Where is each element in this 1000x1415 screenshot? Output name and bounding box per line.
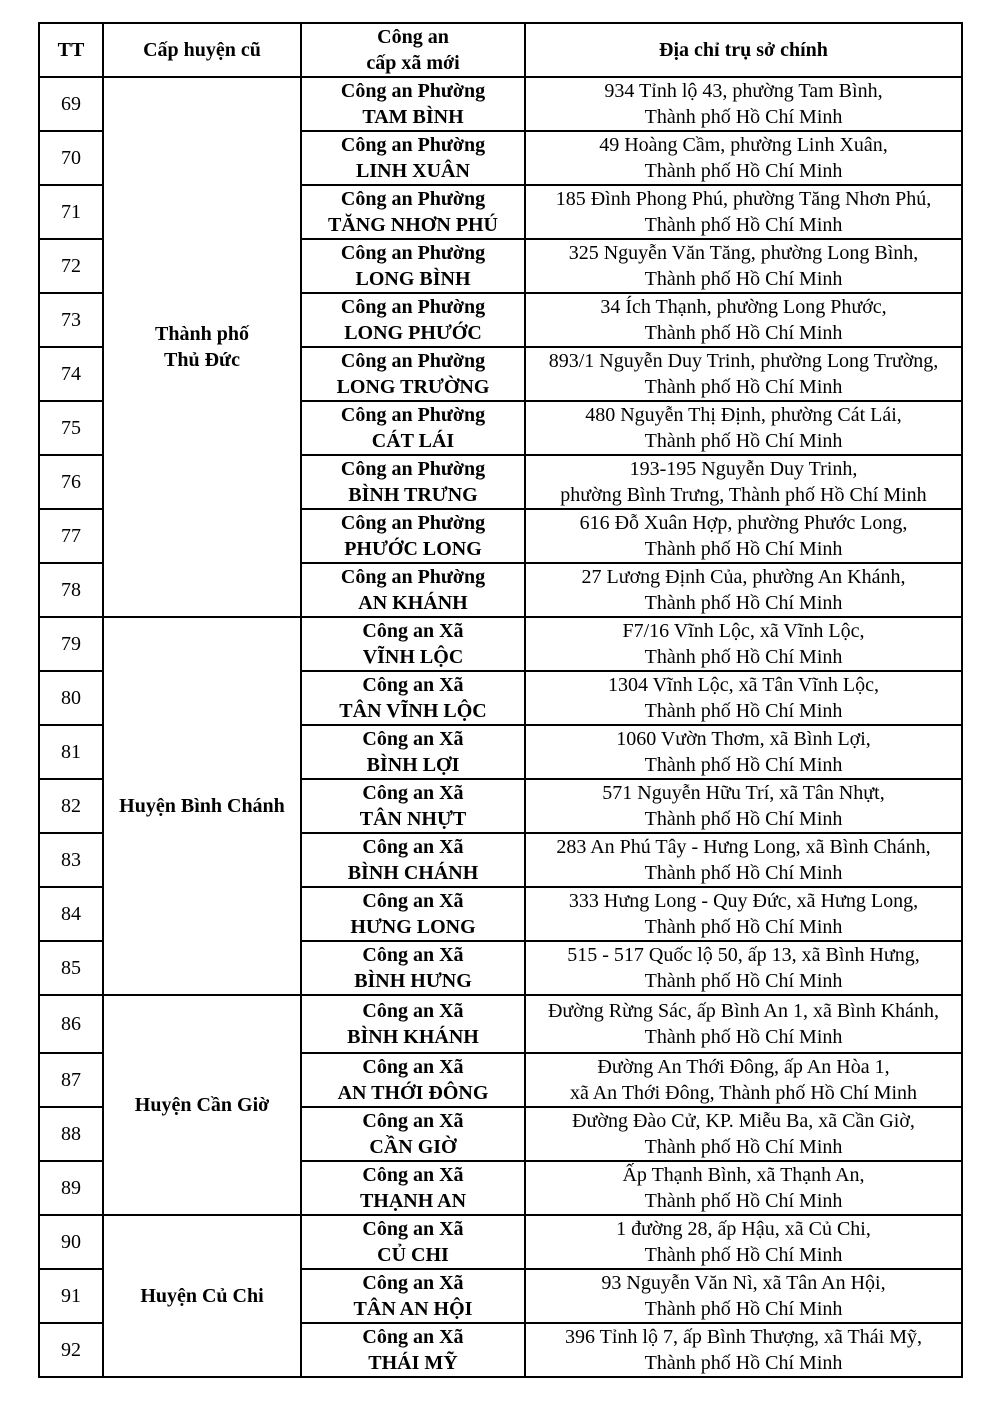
unit-cell xyxy=(301,77,525,131)
address-line2: Thành phố Hồ Chí Minh xyxy=(644,430,843,452)
address-line2: Thành phố Hồ Chí Minh xyxy=(644,592,843,614)
address-line2: Thành phố Hồ Chí Minh xyxy=(644,1244,843,1266)
row-number: 76 xyxy=(39,455,103,509)
unit-type: Công an Xã xyxy=(362,1056,464,1078)
address-line1: 934 Tỉnh lộ 43, phường Tam Bình, xyxy=(604,80,883,102)
police-address-table xyxy=(38,22,963,1378)
unit-type: Công an Phường xyxy=(340,350,486,372)
unit-type: Công an Phường xyxy=(340,134,486,156)
unit-type: Công an Xã xyxy=(362,728,464,750)
row-number: 89 xyxy=(39,1161,103,1215)
unit-cell xyxy=(301,239,525,293)
unit-cell xyxy=(301,1215,525,1269)
district-name-line1: Huyện Củ Chi xyxy=(140,1285,264,1307)
address-cell xyxy=(525,887,962,941)
address-cell xyxy=(525,563,962,617)
address-cell xyxy=(525,509,962,563)
address-line1: Đường Đào Cử, KP. Miễu Ba, xã Cần Giờ, xyxy=(572,1110,915,1132)
header-district: Cấp huyện cũ xyxy=(103,23,301,77)
address-line1: Đường An Thới Đông, ấp An Hòa 1, xyxy=(597,1056,890,1078)
unit-cell xyxy=(301,455,525,509)
unit-name: CỦ CHI xyxy=(377,1244,449,1266)
address-line2: Thành phố Hồ Chí Minh xyxy=(644,214,843,236)
address-line1: 27 Lương Định Của, phường An Khánh, xyxy=(581,566,906,588)
unit-name: BÌNH KHÁNH xyxy=(347,1026,479,1048)
unit-type: Công an Phường xyxy=(340,458,486,480)
unit-cell xyxy=(301,833,525,887)
address-line1: 1 đường 28, ấp Hậu, xã Củ Chi, xyxy=(616,1218,871,1240)
address-line1: 93 Nguyễn Văn Nì, xã Tân An Hội, xyxy=(601,1272,886,1294)
address-cell xyxy=(525,833,962,887)
unit-cell xyxy=(301,1053,525,1107)
unit-type: Công an Phường xyxy=(340,80,486,102)
unit-cell xyxy=(301,1269,525,1323)
address-cell xyxy=(525,77,962,131)
address-line1: 333 Hưng Long - Quy Đức, xã Hưng Long, xyxy=(568,890,919,912)
unit-cell xyxy=(301,995,525,1053)
address-cell xyxy=(525,1323,962,1377)
address-cell xyxy=(525,941,962,995)
unit-name: PHƯỚC LONG xyxy=(344,538,482,560)
address-line1: 1060 Vườn Thơm, xã Bình Lợi, xyxy=(616,728,871,750)
unit-name: THÁI MỸ xyxy=(368,1352,458,1374)
row-number: 75 xyxy=(39,401,103,455)
unit-cell xyxy=(301,1107,525,1161)
unit-type: Công an Xã xyxy=(362,944,464,966)
table-row xyxy=(39,77,962,131)
district-cell xyxy=(103,1215,301,1377)
unit-type: Công an Phường xyxy=(340,566,486,588)
unit-name: TAM BÌNH xyxy=(362,106,464,128)
address-cell xyxy=(525,1269,962,1323)
row-number: 92 xyxy=(39,1323,103,1377)
unit-type: Công an Phường xyxy=(340,296,486,318)
address-line1: 193-195 Nguyễn Duy Trinh, xyxy=(629,458,858,480)
unit-type: Công an Xã xyxy=(362,890,464,912)
row-number: 85 xyxy=(39,941,103,995)
address-line1: 616 Đỗ Xuân Hợp, phường Phước Long, xyxy=(579,512,908,534)
unit-type: Công an Xã xyxy=(362,1326,464,1348)
address-line2: Thành phố Hồ Chí Minh xyxy=(644,646,843,668)
address-line2: Thành phố Hồ Chí Minh xyxy=(644,970,843,992)
address-line2: Thành phố Hồ Chí Minh xyxy=(644,808,843,830)
address-cell xyxy=(525,995,962,1053)
table-row xyxy=(39,995,962,1053)
address-cell xyxy=(525,455,962,509)
row-number: 69 xyxy=(39,77,103,131)
address-cell xyxy=(525,1053,962,1107)
address-line2: Thành phố Hồ Chí Minh xyxy=(644,538,843,560)
unit-cell xyxy=(301,1323,525,1377)
row-number: 86 xyxy=(39,995,103,1053)
unit-type: Công an Xã xyxy=(362,836,464,858)
unit-cell xyxy=(301,1161,525,1215)
unit-cell xyxy=(301,563,525,617)
address-cell xyxy=(525,131,962,185)
unit-cell xyxy=(301,131,525,185)
unit-type: Công an Xã xyxy=(362,1000,464,1022)
address-line2: Thành phố Hồ Chí Minh xyxy=(644,322,843,344)
unit-cell xyxy=(301,185,525,239)
district-cell xyxy=(103,77,301,617)
address-line2: Thành phố Hồ Chí Minh xyxy=(644,1190,843,1212)
row-number: 90 xyxy=(39,1215,103,1269)
address-line1: 283 An Phú Tây - Hưng Long, xã Bình Chánh, xyxy=(556,836,931,858)
address-line1: F7/16 Vĩnh Lộc, xã Vĩnh Lộc, xyxy=(622,620,865,642)
address-line1: 325 Nguyễn Văn Tăng, phường Long Bình, xyxy=(568,242,919,264)
unit-name: THẠNH AN xyxy=(359,1190,467,1212)
header-row xyxy=(39,23,962,77)
address-line2: phường Bình Trưng, Thành phố Hồ Chí Minh xyxy=(560,484,927,506)
address-line2: Thành phố Hồ Chí Minh xyxy=(644,1026,843,1048)
row-number: 70 xyxy=(39,131,103,185)
unit-name: VĨNH LỘC xyxy=(362,646,464,668)
unit-type: Công an Xã xyxy=(362,782,464,804)
unit-name: CÁT LÁI xyxy=(371,430,455,452)
row-number: 71 xyxy=(39,185,103,239)
address-line2: Thành phố Hồ Chí Minh xyxy=(644,106,843,128)
row-number: 87 xyxy=(39,1053,103,1107)
unit-cell xyxy=(301,671,525,725)
address-line1: 34 Ích Thạnh, phường Long Phước, xyxy=(600,296,887,318)
address-cell xyxy=(525,671,962,725)
address-cell xyxy=(525,1161,962,1215)
row-number: 74 xyxy=(39,347,103,401)
row-number: 82 xyxy=(39,779,103,833)
unit-name: TĂNG NHƠN PHÚ xyxy=(328,214,498,236)
unit-name: AN THỚI ĐÔNG xyxy=(337,1082,489,1104)
unit-type: Công an Xã xyxy=(362,1218,464,1240)
address-line2: Thành phố Hồ Chí Minh xyxy=(644,1352,843,1374)
row-number: 73 xyxy=(39,293,103,347)
district-name-line1: Huyện Cần Giờ xyxy=(134,1094,270,1116)
unit-name: BÌNH HƯNG xyxy=(354,970,472,992)
unit-type: Công an Xã xyxy=(362,1164,464,1186)
address-cell xyxy=(525,725,962,779)
address-line1: Ấp Thạnh Bình, xã Thạnh An, xyxy=(622,1164,865,1186)
unit-type: Công an Phường xyxy=(340,404,486,426)
address-line1: 185 Đình Phong Phú, phường Tăng Nhơn Phú, xyxy=(555,188,932,210)
address-line2: Thành phố Hồ Chí Minh xyxy=(644,754,843,776)
header-unit xyxy=(301,23,525,77)
row-number: 80 xyxy=(39,671,103,725)
table-row xyxy=(39,1215,962,1269)
unit-cell xyxy=(301,779,525,833)
address-cell xyxy=(525,347,962,401)
district-cell xyxy=(103,617,301,995)
address-line2: Thành phố Hồ Chí Minh xyxy=(644,160,843,182)
address-line1: 515 - 517 Quốc lộ 50, ấp 13, xã Bình Hưng, xyxy=(567,944,920,966)
unit-name: TÂN AN HỘI xyxy=(353,1298,473,1320)
row-number: 91 xyxy=(39,1269,103,1323)
unit-type: Công an Phường xyxy=(340,188,486,210)
unit-cell xyxy=(301,401,525,455)
unit-name: LONG PHƯỚC xyxy=(344,322,482,344)
address-line1: 571 Nguyễn Hữu Trí, xã Tân Nhựt, xyxy=(602,782,885,804)
unit-cell xyxy=(301,509,525,563)
district-name-line1: Thành phố xyxy=(155,323,249,345)
unit-cell xyxy=(301,293,525,347)
header-tt: TT xyxy=(39,23,103,77)
unit-type: Công an Xã xyxy=(362,1110,464,1132)
address-cell xyxy=(525,779,962,833)
unit-name: LONG BÌNH xyxy=(355,268,471,290)
table-body xyxy=(39,77,962,1377)
unit-cell xyxy=(301,941,525,995)
unit-name: CẦN GIỜ xyxy=(369,1136,457,1158)
unit-name: LINH XUÂN xyxy=(356,160,470,182)
row-number: 79 xyxy=(39,617,103,671)
unit-type: Công an Xã xyxy=(362,674,464,696)
address-cell xyxy=(525,401,962,455)
unit-name: LONG TRƯỜNG xyxy=(336,376,490,398)
unit-cell xyxy=(301,617,525,671)
unit-name: BÌNH CHÁNH xyxy=(347,862,479,884)
row-number: 88 xyxy=(39,1107,103,1161)
address-cell xyxy=(525,239,962,293)
header-unit-line1: Công an xyxy=(377,26,449,48)
unit-name: HƯNG LONG xyxy=(350,916,476,938)
address-line2: Thành phố Hồ Chí Minh xyxy=(644,1136,843,1158)
unit-type: Công an Phường xyxy=(340,242,486,264)
district-name-line1: Huyện Bình Chánh xyxy=(119,795,285,817)
address-line1: 893/1 Nguyễn Duy Trinh, phường Long Trường, xyxy=(548,350,939,372)
address-line2: Thành phố Hồ Chí Minh xyxy=(644,862,843,884)
header-unit-line2: cấp xã mới xyxy=(366,52,460,74)
address-cell xyxy=(525,293,962,347)
unit-name: AN KHÁNH xyxy=(358,592,468,614)
row-number: 78 xyxy=(39,563,103,617)
address-cell xyxy=(525,185,962,239)
address-cell xyxy=(525,1107,962,1161)
address-line1: Đường Rừng Sác, ấp Bình An 1, xã Bình Khánh, xyxy=(547,1000,940,1022)
unit-type: Công an Phường xyxy=(340,512,486,534)
district-cell xyxy=(103,995,301,1215)
address-line2: Thành phố Hồ Chí Minh xyxy=(644,700,843,722)
row-number: 81 xyxy=(39,725,103,779)
address-line2: Thành phố Hồ Chí Minh xyxy=(644,268,843,290)
row-number: 84 xyxy=(39,887,103,941)
unit-name: BÌNH LỢI xyxy=(366,754,460,776)
table-row xyxy=(39,617,962,671)
address-line1: 49 Hoàng Cầm, phường Linh Xuân, xyxy=(599,134,888,156)
unit-cell xyxy=(301,887,525,941)
row-number: 72 xyxy=(39,239,103,293)
address-line2: Thành phố Hồ Chí Minh xyxy=(644,1298,843,1320)
address-cell xyxy=(525,617,962,671)
unit-type: Công an Xã xyxy=(362,620,464,642)
address-line1: 1304 Vĩnh Lộc, xã Tân Vĩnh Lộc, xyxy=(607,674,880,696)
row-number: 77 xyxy=(39,509,103,563)
unit-type: Công an Xã xyxy=(362,1272,464,1294)
address-line2: xã An Thới Đông, Thành phố Hồ Chí Minh xyxy=(569,1082,918,1104)
address-line1: 480 Nguyễn Thị Định, phường Cát Lái, xyxy=(585,404,902,426)
address-line2: Thành phố Hồ Chí Minh xyxy=(644,916,843,938)
unit-cell xyxy=(301,347,525,401)
unit-cell xyxy=(301,725,525,779)
district-name-line2: Thủ Đức xyxy=(164,349,240,371)
row-number: 83 xyxy=(39,833,103,887)
address-line1: 396 Tỉnh lộ 7, ấp Bình Thượng, xã Thái Mỹ, xyxy=(565,1326,922,1348)
header-address: Địa chỉ trụ sở chính xyxy=(525,23,962,77)
unit-name: TÂN VĨNH LỘC xyxy=(339,700,487,722)
address-line2: Thành phố Hồ Chí Minh xyxy=(644,376,843,398)
unit-name: BÌNH TRƯNG xyxy=(348,484,478,506)
unit-name: TÂN NHỰT xyxy=(359,808,467,830)
address-cell xyxy=(525,1215,962,1269)
